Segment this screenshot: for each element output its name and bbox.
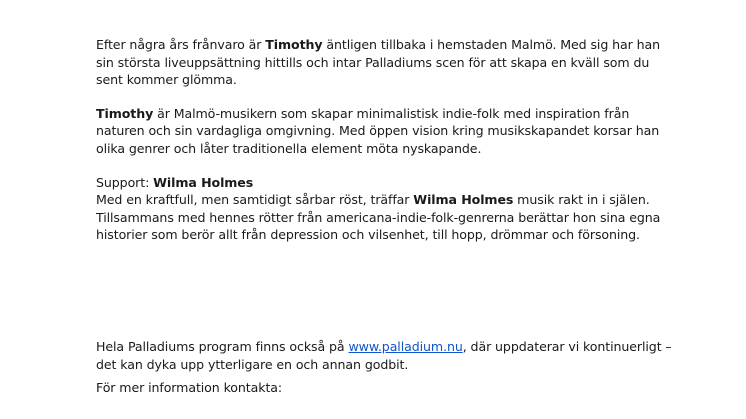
artist-name: Timothy: [265, 37, 323, 52]
artist-description-text: är Malmö-musikern som skapar minimalistisk indie-folk med inspiration från naturen och sin vardagliga omgivning. Med öppen vision kring musikskapandet korsar han olika genrer och låter traditionella element möta nyskapande.: [96, 105, 660, 156]
support-text-start: Med en kraftfull, men samtidigt sårbar röst, träffar: [96, 192, 414, 208]
support-text-end: musik rakt in i själen. Tillsammans med hennes rötter från americana-indie-folk-genrerna berättar hon sina egna historier som berör allt från depression och vilsenhet, till hopp, drömmar och försoning.: [96, 192, 661, 243]
program-text-start: Hela Palladiums program finns också på: [96, 338, 349, 354]
support-heading: [96, 174, 676, 192]
support-paragraph: [96, 174, 676, 244]
press-release-body: [96, 36, 676, 397]
support-artist-name: Wilma Holmes: [153, 174, 254, 190]
program-paragraph: [96, 338, 676, 373]
palladium-website-link[interactable]: www.palladium.nu: [348, 338, 463, 354]
program-text-end: , där uppdaterar vi kontinuerligt – det kan dyka upp ytterligare en och annan godbit.: [96, 338, 672, 372]
intro-text-end: äntligen tillbaka i hemstaden Malmö. Med sig har han sin största liveuppsättning hittills och intar Palladiums scen för att skapa en kväll som du sent kommer glömma.: [96, 37, 660, 88]
artist-name: Timothy: [96, 105, 154, 121]
intro-text-start: Efter några års frånvaro är: [96, 37, 266, 52]
artist-description-paragraph: [96, 105, 676, 158]
support-artist-inline: Wilma Holmes: [413, 192, 514, 208]
contact-paragraph: För mer information kontakta:: [96, 380, 283, 396]
intro-paragraph: [96, 36, 676, 89]
support-label: Support:: [96, 174, 154, 190]
